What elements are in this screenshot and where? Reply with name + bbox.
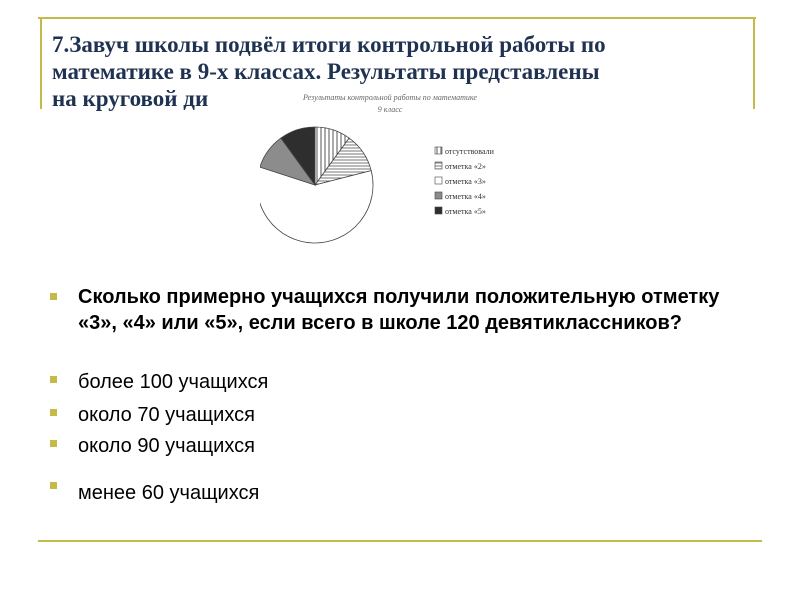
- frame-line-left: [40, 17, 42, 109]
- legend-swatch-3: [435, 177, 442, 184]
- frame-line-bottom: [38, 540, 762, 542]
- bullet-answer-1: [50, 376, 57, 383]
- pie-slices: [260, 127, 373, 243]
- answer-option-1: более 100 учащихся: [78, 371, 269, 393]
- legend-label-3: отметка «3»: [445, 177, 486, 186]
- answer-option-2: около 70 учащихся: [78, 404, 255, 426]
- frame-line-top: [38, 17, 756, 19]
- bullet-answer-4: [50, 482, 57, 489]
- legend-swatch-2: [435, 162, 442, 169]
- frame-line-right: [753, 17, 755, 109]
- legend-label-1: отсутствовали: [445, 147, 494, 156]
- question-text: Сколько примерно учащихся получили положительную отметку «3», «4» или «5», если всего в школе 120 девятиклассников?: [78, 286, 720, 334]
- legend-label-4: отметка «4»: [445, 192, 486, 201]
- pie-chart-svg: [260, 90, 520, 250]
- legend-swatch-1: [435, 147, 442, 154]
- legend-swatch-5: [435, 207, 442, 214]
- chart-legend: [435, 147, 495, 216]
- chart-subtitle: 9 класс: [377, 105, 403, 114]
- pie-chart: [260, 90, 520, 250]
- bullet-question: [50, 293, 57, 300]
- slide-title: 7.Завуч школы подвёл итоги контрольной работы по математике в 9-х классах. Результаты представлены на круговой ди: [52, 32, 606, 111]
- legend-swatch-4: [435, 192, 442, 199]
- bullet-answer-3: [50, 440, 57, 447]
- legend-label-2: отметка «2»: [445, 162, 486, 171]
- chart-title: Результаты контрольной работы по математике: [303, 93, 477, 102]
- answer-option-3: около 90 учащихся: [78, 435, 255, 457]
- answer-option-4: менее 60 учащихся: [78, 482, 260, 504]
- legend-label-5: отметка «5»: [445, 207, 486, 216]
- bullet-answer-2: [50, 409, 57, 416]
